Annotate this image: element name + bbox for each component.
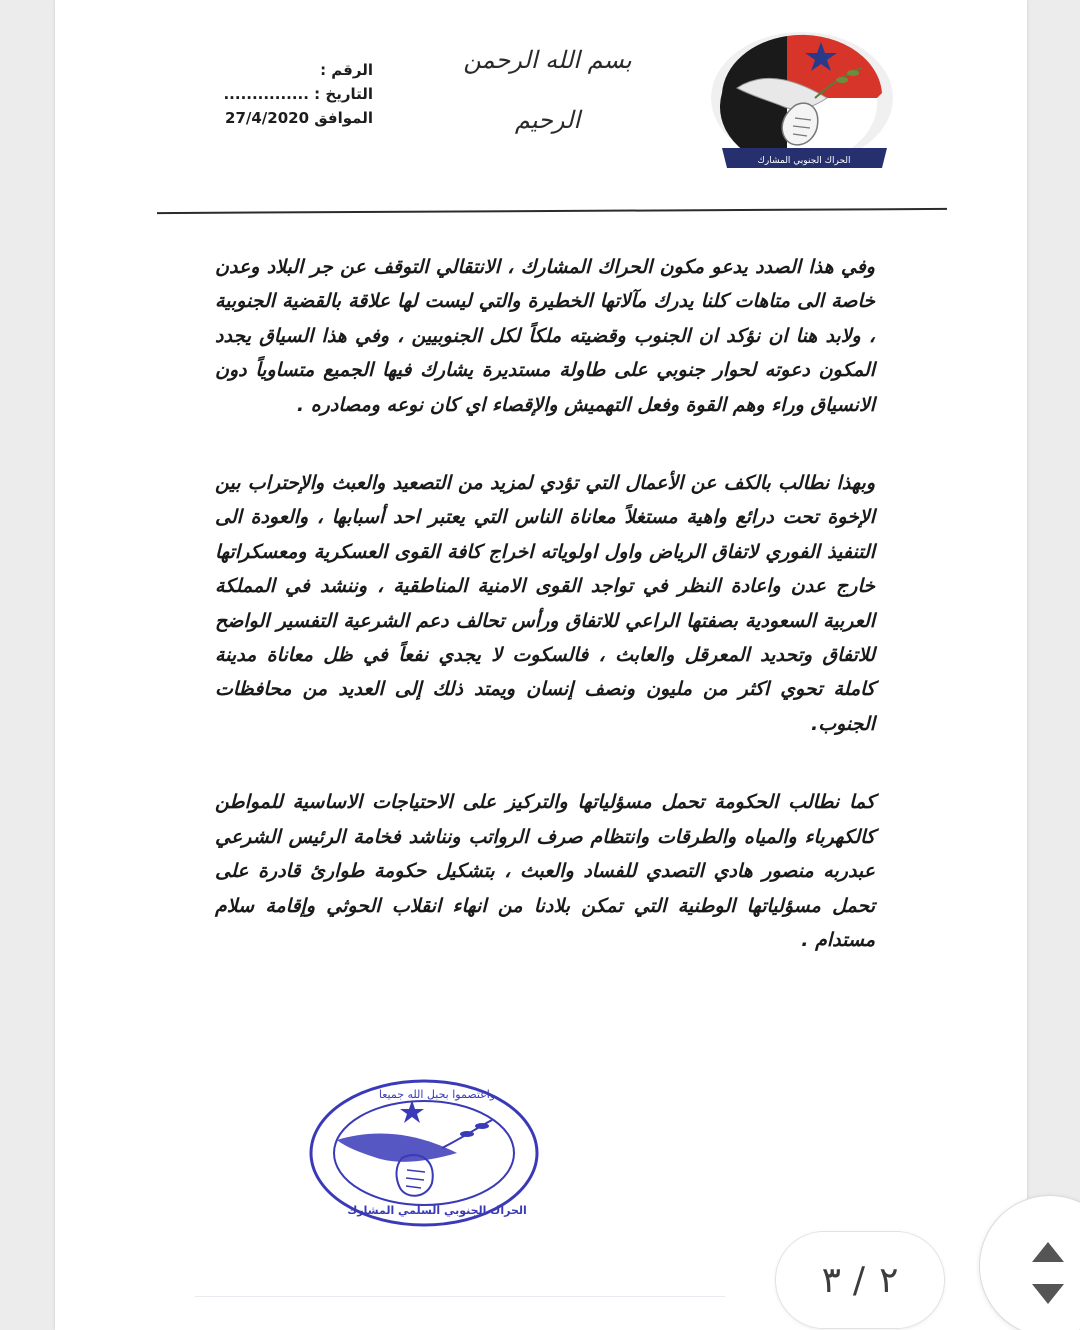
page-total: ٣ [821, 1259, 841, 1301]
letter-body [215, 250, 875, 1001]
body-paragraph: وبهذا نطالب بالكف عن الأعمال التي تؤدي لمزيد من التصعيد والعبث والإحتراب بين الإخوة تحت درائع واهية مستغلاً معاناة الناس التي يعتبر احد أسبابها ، والعودة الى التنفيذ الفوري لاتفاق الرياض واول اولوياته اخراج كافة القوى العسكرية ومعسكراتها خارج عدن واعادة النظر في تواجد القوى الامنية المناطقية ، وننشد في المملكة العربية السعودية بصفتها الراعي للاتفاق ورأس تحالف دعم الشرعية التفسير الواضح للاتفاق وتحديد المعرقل والعابث ، فالسكوت لا يجدي نفعاً في ظل معاناة مدينة كاملة تحوي اكثر من مليون ونصف إنسان ويمتد ذلك إلى العديد من محافظات الجنوب. [215, 472, 875, 735]
body-paragraph: وفي هذا الصدد يدعو مكون الحراك المشارك ، الانتقالي التوقف عن جر البلاد وعدن خاصة الى متاهات كلنا يدرك مآلاتها الخطيرة والتي ليست لها علاقة بالقضية الجنوبية ، ولابد هنا ان نؤكد ان الجنوب وقضيته ملكاً لكل الجنوبيين ، وفي هذا السياق يجدد المكون دعوته لحوار جنوبي على طاولة مستديرة يشارك فيها الجميع متساوياً دون الانسياق وراء وهم القوة وفعل التهميش والإقصاء اي كان نوعه ومصادره . [215, 256, 875, 416]
basmala-calligraphy: بسم الله الرحمن الرحيم [463, 46, 632, 134]
gregorian-date: 27/4/2020 [225, 109, 310, 127]
date-label: التاريخ : ............... [223, 85, 373, 103]
page-current: ٢ [879, 1259, 899, 1301]
header-divider [157, 208, 947, 214]
gregorian-date-row [223, 106, 373, 130]
body-paragraph: كما نطالب الحكومة تحمل مسؤلياتها والتركيز على الاحتياجات الاساسية للمواطن كالكهرباء والمياه والطرقات وانتظام صرف الرواتب ونناشد فخامة الرئيس الشرعي عبدربه منصور هادي التصدي للفساد والعبث ، بتشكيل حكومة طوارئ قادرة على تحمل مسؤلياتها الوطنية التي تمكن بلادنا من انهاء انقلاب الحوثي وإقامة سلام مستدام . [215, 791, 875, 951]
ref-number-label: الرقم : [320, 61, 373, 79]
stamp-top-text: واعتصموا بحبل الله جميعا [378, 1088, 496, 1101]
official-stamp [307, 1078, 541, 1228]
chevron-up-icon[interactable] [1030, 1240, 1066, 1264]
stamp-bottom-text: الحراك الجنوبي السلمي المشارك [347, 1204, 527, 1217]
page-separator: / [852, 1259, 868, 1301]
logo-caption: الحراك الجنوبي المشارك [757, 156, 851, 166]
organization-logo [707, 28, 897, 178]
document-page [55, 0, 1027, 1330]
gregorian-label: الموافق [314, 109, 373, 127]
page-indicator [776, 1232, 944, 1328]
chevron-down-icon[interactable] [1030, 1282, 1066, 1306]
letter-meta [223, 58, 373, 130]
footer-divider [195, 1296, 725, 1297]
